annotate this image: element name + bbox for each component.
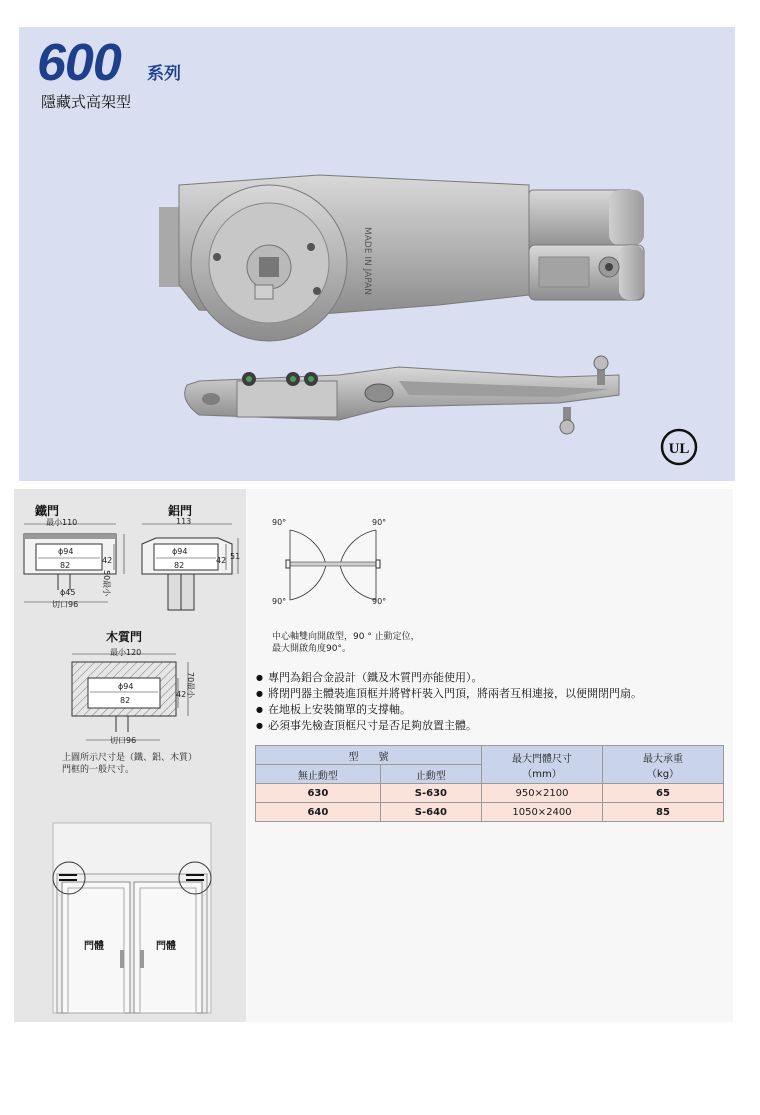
double-door-elevation [52, 822, 214, 1016]
aluminum-door-title: 鋁門 [168, 504, 193, 518]
angle-top-left: 90° [272, 518, 287, 527]
swing-caption-1: 中心軸雙向開啟型，90 ° 止動定位， [272, 632, 420, 642]
series-number: 600 [37, 34, 121, 92]
door-label-right: 門體 [156, 941, 176, 952]
table-row [256, 803, 724, 822]
max-size-unit: （mm） [522, 768, 562, 780]
door-closer-illustration [139, 145, 659, 445]
product-subtitle: 隱藏式高架型 [41, 93, 132, 111]
angle-bottom-left: 90° [272, 597, 287, 606]
table-row [256, 784, 724, 803]
ul-certification-icon [659, 427, 699, 467]
max-weight-header [603, 746, 724, 784]
feature-item: ● 在地板上安裝簡單的支撐軸。 [256, 702, 726, 718]
cell-size: 1050×2400 [482, 803, 603, 822]
closer-body [159, 175, 644, 341]
feature-list [256, 670, 726, 734]
door-label-left: 門體 [84, 941, 104, 952]
product-hero [19, 27, 735, 481]
iron-dim-top: 最小110 [46, 518, 78, 527]
iron-dim-diameter: ϕ94 [58, 547, 74, 556]
wood-dim-width: 82 [120, 696, 131, 705]
cell-size: 950×2100 [482, 784, 603, 803]
swing-caption-2: 最大開啟角度90°。 [272, 644, 351, 654]
iron-dim-cut: 切口96 [52, 600, 79, 609]
stop-header: 止動型 [380, 765, 481, 784]
no-stop-header: 無止動型 [256, 765, 381, 784]
cell-stop: S-640 [380, 803, 481, 822]
spec-table [255, 745, 724, 822]
aluminum-dim-side: 51 [230, 552, 241, 561]
series-suffix: 系列 [147, 64, 181, 84]
max-weight-title: 最大承重 [643, 753, 683, 765]
wood-dim-height: 42 [176, 690, 187, 699]
feature-item: ● 將閉門器主體裝進頂框并將臂杆裝入門頂，將兩者互相連接，以便開閉門扇。 [256, 686, 726, 702]
cell-weight: 85 [603, 803, 724, 822]
wood-door-title: 木質門 [106, 630, 143, 644]
max-weight-unit: （kg） [646, 768, 680, 780]
model-group-header: 型 號 [256, 746, 482, 765]
wood-dim-top: 最小120 [110, 648, 142, 657]
aluminum-dim-height: 42 [216, 556, 227, 565]
closer-arm [185, 356, 619, 434]
iron-door-title: 鐵門 [35, 504, 60, 518]
iron-dim-width: 82 [60, 561, 71, 570]
iron-dim-spindle: ϕ45 [60, 588, 76, 597]
angle-top-right: 90° [372, 518, 387, 527]
iron-dim-side: 50最小 [102, 570, 111, 597]
wood-dim-diameter: ϕ94 [118, 682, 134, 691]
wood-dim-side: 70最小 [186, 672, 195, 699]
max-size-header [482, 746, 603, 784]
aluminum-door-section [138, 518, 246, 613]
section-caption-2: 門框的一般尺寸。 [62, 765, 135, 775]
max-size-title: 最大門體尺寸 [512, 753, 572, 765]
body-marking: MADE IN JAPAN [362, 227, 372, 296]
ul-text: UL [668, 441, 690, 457]
cell-no-stop: 640 [256, 803, 381, 822]
iron-dim-height: 42 [102, 556, 113, 565]
angle-bottom-right: 90° [372, 597, 387, 606]
wood-dim-cut: 切口96 [110, 736, 137, 745]
section-caption-1: 上圖所示尺寸是（鐵、鋁、木質） [62, 753, 198, 763]
aluminum-dim-width: 82 [174, 561, 185, 570]
feature-item: ● 專門為鋁合金設計（鐵及木質門亦能使用）。 [256, 670, 726, 686]
aluminum-dim-diameter: ϕ94 [172, 547, 188, 556]
aluminum-dim-top: 113 [176, 517, 192, 526]
cell-weight: 65 [603, 784, 724, 803]
cell-no-stop: 630 [256, 784, 381, 803]
feature-item: ● 必須事先檢查頂框尺寸是否足夠放置主體。 [256, 718, 726, 734]
cell-stop: S-630 [380, 784, 481, 803]
